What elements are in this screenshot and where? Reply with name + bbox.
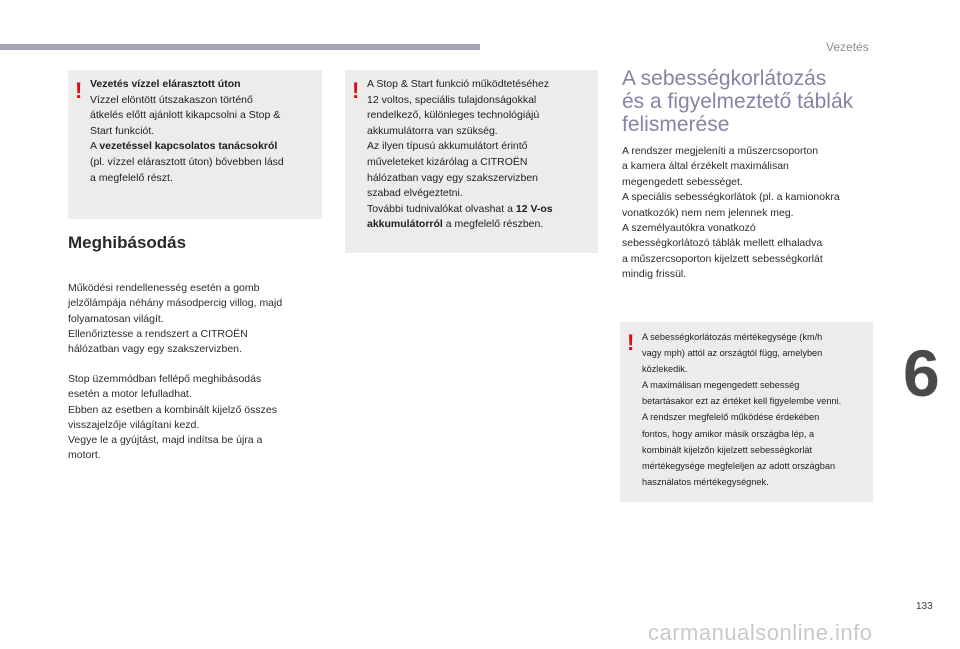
text-line: Ebben az esetben a kombinált kijelző összes <box>68 403 277 416</box>
text-line: szabad elvégeztetni. <box>367 187 463 200</box>
watermark: carmanualsonline.info <box>648 620 873 645</box>
text-line: fontos, hogy amikor másik országba lép, a <box>642 428 815 439</box>
text-line: a kamera által érzékelt maximálisan <box>622 160 789 173</box>
cross-reference: vezetéssel kapcsolatos tanácsokról <box>99 140 278 153</box>
text-line: közlekedik. <box>642 364 688 375</box>
text-line: a műszercsoporton kijelzett sebességkorlát <box>622 252 823 265</box>
warning-title: Vezetés vízzel elárasztott úton <box>90 78 241 90</box>
text-line: A Stop & Start funkció működtetéséhez <box>367 78 550 90</box>
text-line: hálózatban vagy egy szakszervizben. <box>68 343 242 356</box>
speed-limit-recognition-title: A sebességkorlátozás és a figyelmeztető táblák felismerése <box>622 67 854 136</box>
exclamation-icon: ! <box>627 330 635 355</box>
text-line: műveleteket kizárólag a CITROËN <box>367 155 528 168</box>
speed-limit-description <box>622 144 882 283</box>
text-line: kombinált kijelzőn kijelzett sebességkorlát <box>642 444 813 455</box>
text-line: mértékegysége megfeleljen az adott országban <box>642 460 836 471</box>
text-line: akkumulátorról a megfelelő részben. <box>367 218 544 231</box>
cross-reference: akkumulátorról <box>367 218 443 231</box>
chapter-title: Vezetés <box>826 40 869 54</box>
text-line: mindig frissül. <box>622 268 687 281</box>
malfunction-paragraph-1 <box>68 281 328 357</box>
text-line: Start funkciót. <box>90 124 155 137</box>
text-line: rendelkező, különleges technológiájú <box>367 109 540 122</box>
text-line: A rendszer megjeleníti a műszercsoporton <box>622 145 819 157</box>
text-line: motort. <box>68 449 101 462</box>
chapter-number: 6 <box>903 336 940 410</box>
text-line: sebességkorlátozó táblák mellett elhaladva <box>622 237 823 250</box>
warning-text-flooded-road <box>90 77 318 186</box>
header-bar <box>0 44 480 50</box>
text-line: A maximálisan megengedett sebesség <box>642 380 800 391</box>
text-line: Vegye le a gyújtást, majd indítsa be újra a <box>68 434 263 447</box>
text-line: A sebességkorlátozás mértékegysége (km/h <box>642 332 823 342</box>
text-line: Ellenőriztesse a rendszert a CITROËN <box>68 327 248 340</box>
exclamation-icon: ! <box>352 78 360 103</box>
text-line: hálózatban vagy egy szakszervizben <box>367 171 539 184</box>
text-line: jelzőlámpája néhány másodpercig villog, majd <box>68 297 283 310</box>
text-line: (pl. vízzel elárasztott úton) bővebben lásd <box>90 155 284 168</box>
text-line: A személyautókra vonatkozó <box>622 222 756 235</box>
text-line: Működési rendellenesség esetén a gomb <box>68 282 260 294</box>
warning-text-battery <box>367 77 595 233</box>
text-line: használatos mértékegységnek. <box>642 476 769 487</box>
text-line: esetén a motor lefulladhat. <box>68 388 192 401</box>
note-text-speed-units <box>642 329 868 490</box>
section-heading: Meghibásodás <box>68 233 187 252</box>
text-line: akkumulátorra van szükség. <box>367 124 498 137</box>
text-line: vagy mph) attól az országtól függ, amelyben <box>642 348 823 359</box>
text-line: átkelés előtt ajánlott kikapcsolni a Stop & <box>90 109 281 122</box>
text-line: A vezetéssel kapcsolatos tanácsokról <box>90 140 278 153</box>
text-line: betartásakor ezt az értéket kell figyelembe venni. <box>642 396 842 407</box>
text-line: visszajelzője világítani kezd. <box>68 418 200 431</box>
malfunction-paragraph-2 <box>68 372 328 464</box>
text-line: Stop üzemmódban fellépő meghibásodás <box>68 373 262 385</box>
text-line: A rendszer megfelelő működése érdekében <box>642 412 820 423</box>
text-line: További tudnivalókat olvashat a 12 V-os <box>367 202 553 215</box>
text-line: vonatkozók) nem nem jelennek meg. <box>622 206 794 219</box>
text-line: a megfelelő részt. <box>90 171 173 184</box>
text-line: megengedett sebességet. <box>622 175 743 188</box>
exclamation-icon: ! <box>75 78 83 103</box>
page-number: 133 <box>916 601 933 612</box>
text-line: 12 voltos, speciális tulajdonságokkal <box>367 93 537 106</box>
text-line: Vízzel elöntött útszakaszon történő <box>90 93 253 106</box>
text-line: A speciális sebességkorlátok (pl. a kamionokra <box>622 191 840 204</box>
cross-reference: 12 V-os <box>515 202 553 215</box>
text-line: Az ilyen típusú akkumulátort érintő <box>367 140 528 153</box>
text-line: folyamatosan világít. <box>68 312 164 325</box>
